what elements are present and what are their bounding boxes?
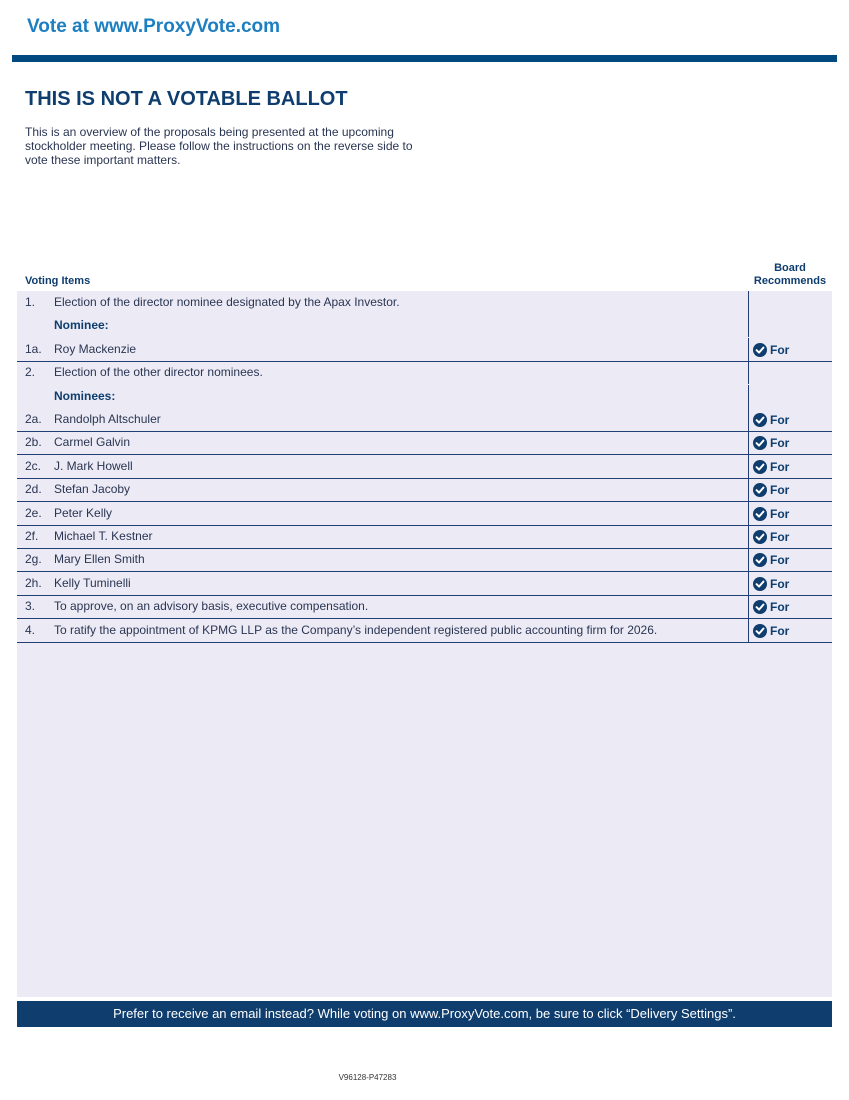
table-row [17,478,832,502]
recommendation-cell [748,361,832,384]
proxyvote-link[interactable]: Vote at www.ProxyVote.com [27,16,281,37]
check-circle-icon [753,600,767,614]
table-row [17,361,832,384]
check-circle-icon [753,413,767,427]
recommendation-cell [748,385,832,408]
delivery-settings-banner: Prefer to receive an email instead? While voting on www.ProxyVote.com, be sure to click “Delivery Settings”. [17,1001,832,1027]
document-code: V96128-P47283 [338,1073,397,1082]
item-text: Stefan Jacoby [54,482,131,497]
recommendation-cell [748,314,832,337]
nominee-subheading: Nominees: [54,388,116,403]
table-row [17,291,832,314]
nominee-subheading: Nominee: [54,318,109,333]
table-row [17,408,832,432]
recommendation-label: For [770,553,790,568]
item-number: 2. [25,365,36,380]
recommendation-cell [748,338,832,361]
recommendation-cell [748,595,832,618]
item-number: 2c. [25,458,42,473]
item-number: 2a. [25,412,42,426]
item-text: To approve, on an advisory basis, executive compensation. [54,599,369,614]
recommendation-label: For [770,459,790,474]
check-circle-icon [753,553,767,567]
recommendation-label: For [770,530,790,544]
board-header-line1: Board [774,262,806,274]
item-text: Michael T. Kestner [54,529,153,543]
check-circle-icon [753,483,767,497]
table-row [17,455,832,479]
item-number: 1. [25,295,36,309]
item-number: 1a. [25,341,42,356]
item-number: 2b. [25,435,42,450]
recommendation-cell [748,291,832,314]
item-number: 2e. [25,505,42,520]
recommendation-cell [748,502,832,525]
table-row [17,431,832,455]
table-row [17,572,832,596]
recommendation-label: For [770,623,790,638]
item-number: 2d. [25,482,42,497]
recommendation-cell [748,431,832,454]
recommendation-label: For [770,506,790,521]
recommendation-label: For [770,600,790,615]
recommendation-cell [748,619,832,642]
item-text: Randolph Altschuler [54,412,161,426]
recommendation-cell [748,548,832,571]
item-text: Roy Mackenzie [54,341,137,356]
recommendation-label: For [770,576,790,591]
recommendation-label: For [770,436,790,451]
intro-paragraph: This is an overview of the proposals being presented at the upcoming stockholder meeting. Please follow the instructions on the reverse side to vote these important matters. [25,125,413,167]
table-row [17,314,832,337]
check-circle-icon [753,436,767,450]
recommendation-label: For [770,342,790,357]
header-divider [12,55,837,62]
board-recommends-header [748,262,832,288]
board-header-line2: Recommends [753,275,827,287]
table-row [17,619,832,643]
item-number: 2g. [25,552,42,567]
recommendation-cell [748,525,832,548]
recommendation-label: For [770,483,790,498]
item-text: J. Mark Howell [54,458,133,473]
item-number: 2f. [25,529,39,543]
check-circle-icon [753,343,767,357]
item-number: 4. [25,622,36,637]
table-row [17,595,832,619]
table-row [17,502,832,526]
page-title: THIS IS NOT A VOTABLE BALLOT [25,88,348,110]
check-circle-icon [753,530,767,544]
item-text: Election of the other director nominees. [54,365,263,380]
table-row [17,338,832,362]
check-circle-icon [753,507,767,521]
table-row [17,548,832,572]
item-text: Kelly Tuminelli [54,575,131,590]
item-number: 2h. [25,575,42,590]
table-row [17,385,832,408]
check-circle-icon [753,460,767,474]
recommendation-cell [748,408,832,431]
item-text: Election of the director nominee designated by the Apax Investor. [54,295,400,309]
recommendation-cell [748,455,832,478]
table-row [17,525,832,549]
check-circle-icon [753,624,767,638]
recommendation-cell [748,572,832,595]
item-text: Carmel Galvin [54,435,131,450]
recommendation-label: For [770,413,790,427]
recommendation-cell [748,478,832,501]
item-text: To ratify the appointment of KPMG LLP as the Company’s independent registered public accounting firm for 2026. [54,622,658,637]
check-circle-icon [753,577,767,591]
item-text: Mary Ellen Smith [54,552,145,567]
voting-items-header: Voting Items [25,275,91,287]
item-text: Peter Kelly [54,505,113,520]
item-number: 3. [25,599,36,614]
